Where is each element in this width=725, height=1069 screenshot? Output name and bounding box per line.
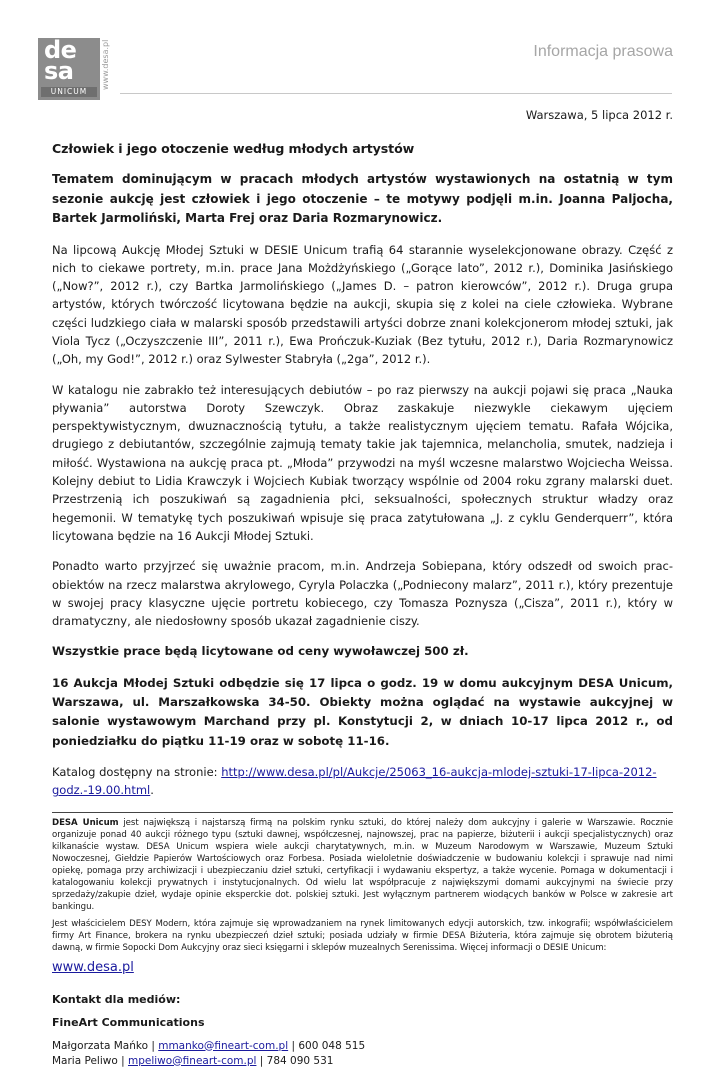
body-paragraph-2: W katalogu nie zabrakło też interesujących debiutów – po raz pierwszy na aukcji pojawi się praca „Nauka pływania” autorstwa Doroty Szewczyk. Obraz zaskakuje niezwykle ciekawym ujęciem perspektywistycznym, dwuznacznością tytułu, a także realistycznym ujęciem tematu. Rafała Wójcika, drugiego z debiutantów, szczególnie zajmują tematy takie jak tajemnica, melancholia, smutek, nadzieja i miłość. Wystawiona na aukcję praca pt. „Młoda” przywodzi na myśl wczesne malarstwo Wojciecha Weissa. Kolejny debiut to Lidia Krawczyk i Wojciech Kubiak tworzący wspólnie od 2004 roku zgrany malarski duet. Przestrzenią ich poszukiwań są zagadnienia płci, seksualności, społecznych struktur władzy oraz hegemonii. W tematykę tych poszukiwań wpisuje się praca zatytułowana „J. z cyklu Genderquerr”, która licytowana będzie na 16 Aukcji Młodej Sztuki. [52, 382, 673, 543]
contact-phone: | 784 090 531 [256, 1054, 334, 1067]
contact-email-link[interactable]: mpeliwo@fineart-com.pl [127, 1054, 257, 1067]
contact-person [52, 1054, 673, 1069]
main-content [52, 108, 673, 1069]
logo-letters [44, 36, 96, 85]
logo-line-2: sa [44, 57, 74, 85]
header-divider [120, 93, 672, 94]
release-title: Człowiek i jego otoczenie według młodych artystów [52, 141, 415, 156]
agency-name: FineArt Communications [52, 1015, 205, 1029]
body-paragraph-1: Na lipcową Aukcję Młodej Sztuki w DESIE Unicum trafią 64 starannie wyselekcjonowane obrazy. Część z nich to ciekawe portrety, m.in. prace Jana Możdżyńskiego („Gorące lato”, 2012 r.), Dominika Jasińskiego („Now?”, 2012 r.), czy Bartka Jarmolińskiego („James D. – patron kierowców”, 2012 r.). Druga grupa artystów, których twórczość licytowana będzie na aukcji, skupia się z kolei na ciele człowieka. Wybrane części ludzkiego ciała w malarski sposób przedstawili artyści dobrze znani kolekcjonerom młodej sztuki, jak Viola Tycz („Oczyszczenie III”, 2011 r.), Ewa Prończuk-Kuziak (Bez tytułu, 2012 r.), Daria Rozmarynowicz („Oh, my God!”, 2012 r.) oraz Sylwester Stabryła („2ga”, 2012 r.). [52, 242, 673, 367]
website-link[interactable]: www.desa.pl [52, 959, 134, 975]
body-paragraph-3: Ponadto warto przyjrzeć się uważnie pracom, m.in. Andrzeja Sobiepana, który odszedł od swoich prac-obiektów na rzecz malarstwa akrylowego, Cyryla Polaczka („Podniecony malarz”, 2011 r.), który prezentuje w swojej pracy klasyczne ujęcie portretu kobiecego, czy Tomasza Poznysza („Cisza”, 2011 r.), który w dramatyczny, ale niedosłowny sposób ukazał zagadnienie ciszy. [52, 559, 673, 629]
document-type-label: Informacja prasowa [533, 43, 673, 60]
contact-person [52, 1039, 673, 1054]
footer-divider [52, 812, 673, 813]
logo-vertical-url: www.desa.pl [101, 40, 110, 91]
logo-subtitle: UNICUM [41, 87, 97, 97]
contact-email-link[interactable]: mmanko@fineart-com.pl [158, 1039, 289, 1052]
desa-unicum-logo [38, 38, 100, 100]
about-company-name: DESA Unicum [52, 817, 119, 828]
about-paragraph-1 [52, 817, 673, 914]
contact-phone: | 600 048 515 [288, 1039, 366, 1052]
contact-name: Małgorzata Mańko | [52, 1039, 159, 1052]
about-paragraph-2: Jest właścicielem DESY Modern, która zajmuje się wprowadzaniem na rynek limitowanych edycji autorskich, tzw. inkografii; współwłaścicielem firmy Art Finance, brokera na rynku ubezpieczeń dzieł sztuki; posiada udziały w firmie DESA Biżuteria, która zajmuje się obrotem biżuterią dawną, w firmie Sopocki Dom Aukcyjny oraz sieci księgarni i sklepów muzealnych Serenissima. Więcej informacji o DESIE Unicum: [52, 919, 673, 954]
catalog-line [52, 763, 673, 800]
price-note: Wszystkie prace będą licytowane od ceny wywoławczej 500 zł. [52, 644, 469, 659]
media-contact-heading: Kontakt dla mediów: [52, 992, 181, 1006]
about-text-1: jest największą i najstarszą firmą na polskim rynku sztuki, do której należy dom aukcyjny i galerie w Warszawie. Rocznie organizuje ponad 40 aukcji różnego typu (sztuki dawnej, współczesnej, najnowszej, prac na papierze, biżuterii i aukcji specjalistycznych) oraz kilkanaście wystaw. DESA Unicum wspiera wiele aukcji charytatywnych, m.in. w Muzeum Narodowym w Warszawie, Muzeum Sztuki Nowoczesnej, Giełdzie Papierów Wartościowych oraz Forbesa. Posiada wieloletnie doświadczenie w budowaniu kolekcji i sprawuje nad nimi opiekę, pomaga przy archiwizacji i ubezpieczaniu dzieł sztuki, certyfikacji i wydawaniu ekspertyz, a także wycenie. Pomaga w dokumentacji i katalogowaniu kolekcji prywatnych i instytucjonalnych. Od wielu lat współpracuje z największymi domami aukcyjnymi na świecie przy sprzedaży/zakupie dzieł, wydaje opinie eksperckie dot. polskiej sztuki. Jest wyłącznym partnerem wiodących banków w Polsce w zakresie art bankingu. [52, 817, 673, 913]
lead-paragraph: Tematem dominującym w pracach młodych artystów wystawionych na ostatnią w tym sezonie aukcję jest człowiek i jego otoczenie – te motywy podjęli m.in. Joanna Paljocha, Bartek Jarmoliński, Marta Frej oraz Daria Rozmarynowicz. [52, 172, 673, 225]
catalog-label: Katalog dostępny na stronie: [52, 764, 222, 779]
auction-info: 16 Aukcja Młodej Sztuki odbędzie się 17 lipca o godz. 19 w domu aukcyjnym DESA Unicum, Warszawa, ul. Marszałkowska 34-50. Obiekty można oglądać na wystawie aukcyjnej w salonie wystawowym Marchand przy pl. Konstytucji 2, w dniach 10-17 lipca 2012 r., od poniedziałku do piątku 11-19 oraz w sobotę 11-16. [52, 675, 673, 748]
release-date: Warszawa, 5 lipca 2012 r. [525, 108, 673, 122]
catalog-trailing: . [150, 783, 154, 798]
logo-line-1: de [44, 36, 77, 64]
contact-name: Maria Peliwo | [52, 1054, 128, 1067]
catalog-link[interactable]: http://www.desa.pl/pl/Aukcje/25063_16-aukcja-mlodej-sztuki-17-lipca-2012-godz.-19.00.html [52, 764, 657, 798]
